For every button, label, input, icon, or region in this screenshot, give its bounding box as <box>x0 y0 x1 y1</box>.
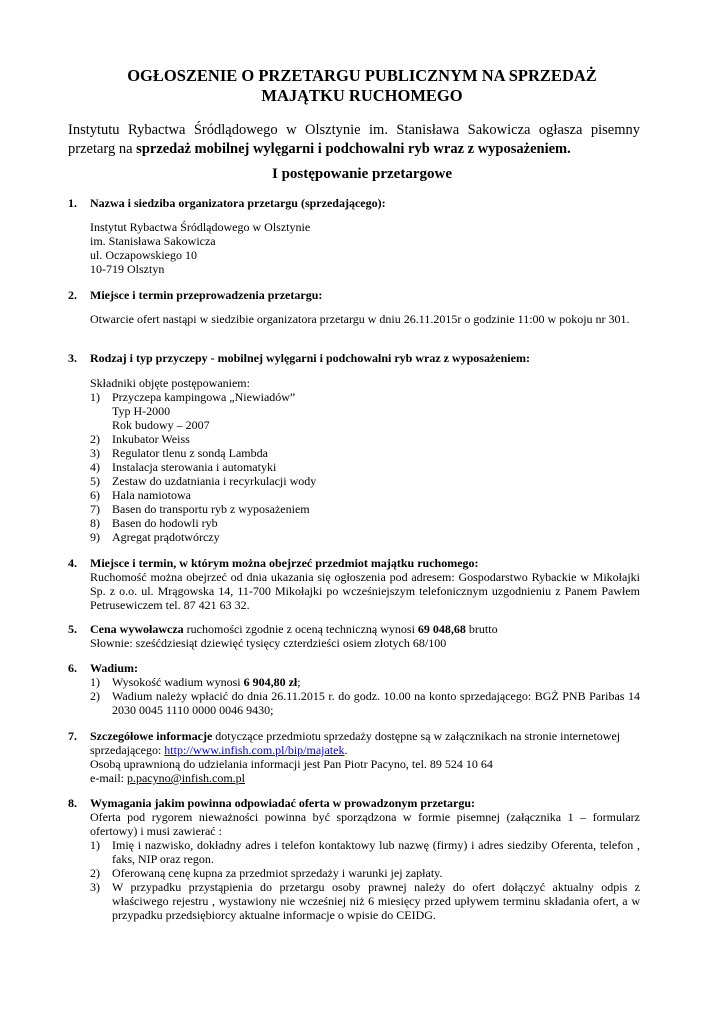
details-label: Szczegółowe informacje <box>90 729 213 743</box>
component-item: Basen do transportu ryb z wyposażeniem <box>112 502 310 516</box>
section-2-text: Otwarcie ofert nastąpi w siedzibie organizatora przetargu w dniu 26.11.2015r o godzinie 11:00 w pokoju nr 301. <box>90 312 630 326</box>
section-8-text: Oferta pod rygorem nieważności powinna być sporządzona w formie pisemnej (załącznika 1 – formularz ofertowy) i musi zawierać : <box>90 810 640 838</box>
component-item-detail: Rok budowy – 2007 <box>112 418 210 432</box>
section-4-number: 4. <box>68 556 77 570</box>
section-5-number: 5. <box>68 622 77 636</box>
component-item: Instalacja sterowania i automatyki <box>112 460 277 474</box>
deposit-amount-text: Wysokość wadium wynosi <box>112 675 244 689</box>
components-intro: Składniki objęte postępowaniem: <box>90 376 250 390</box>
offer-requirement-item: Imię i nazwisko, dokładny adres i telefon kontaktowy lub nazwę (firmy) i adres siedziby Oferenta, telefon , faks, NIP oraz regon. <box>112 838 640 866</box>
section-2-number: 2. <box>68 288 77 302</box>
details-line-1 <box>90 729 620 744</box>
organizer-patron: im. Stanisława Sakowicza <box>90 234 216 248</box>
section-2-heading: Miejsce i termin przeprowadzenia przetargu: <box>90 288 323 302</box>
section-3-number: 3. <box>68 351 77 365</box>
component-item: Basen do hodowli ryb <box>112 516 218 530</box>
component-number: 3) <box>90 446 100 460</box>
price-in-words: Słownie: sześćdziesiąt dziewięć tysięcy czterdzieści osiem złotych 68/100 <box>90 636 447 650</box>
deposit-payment-text: Wadium należy wpłacić do dnia 26.11.2015 r. do godz. 10.00 na konto sprzedającego: BGŻ PNB Paribas 14 2030 0045 1110 0000 0046 9430; <box>112 689 640 717</box>
email-link[interactable]: p.pacyno@infish.com.pl <box>126 771 246 785</box>
component-item: Hala namiotowa <box>112 488 191 502</box>
intro-text: Instytutu Rybactwa Śródlądowego w Olsztynie im. Stanisława Sakowicza ogłasza pisemny przetarg na <box>68 122 640 157</box>
intro-subject: sprzedaż mobilnej wylęgarni i podchowalni ryb wraz z wyposażeniem. <box>136 141 571 157</box>
email-label: e-mail: <box>90 771 127 785</box>
intro-paragraph <box>68 121 640 159</box>
starting-price-text: ruchomości zgodnie z oceną techniczną wynosi <box>183 622 418 636</box>
component-item: Inkubator Weiss <box>112 432 190 446</box>
component-item: Przyczepa kampingowa „Niewiadów” <box>112 390 296 404</box>
details-line-2 <box>90 743 348 758</box>
deposit-amount-value: 6 904,80 zł <box>243 675 298 689</box>
component-item: Agregat prądotwórczy <box>112 530 220 544</box>
starting-price-suffix: brutto <box>465 622 498 636</box>
component-item-detail: Typ H-2000 <box>112 404 171 418</box>
component-number: 1) <box>90 390 100 404</box>
starting-price-label: Cena wywoławcza <box>90 622 184 636</box>
section-6-number: 6. <box>68 661 77 675</box>
offer-requirement-item: W przypadku przystąpienia do przetargu osoby prawnej należy do ofert dołączyć aktualny odpis z właściwego rejestru , wystawiony nie wcześniej niż 6 miesięcy przed upływem terminu składania ofert, a w przypadku przedsiębiorcy aktualne informacje o wpisie do CEIDG. <box>112 880 640 922</box>
document-title-line-1: OGŁOSZENIE O PRZETARGU PUBLICZNYM NA SPRZEDAŻ <box>127 66 597 85</box>
section-4-heading: Miejsce i termin, w którym można obejrzeć przedmiot majątku ruchomego: <box>90 556 479 570</box>
component-number: 6) <box>90 488 100 502</box>
deposit-item-number: 2) <box>90 689 100 703</box>
deposit-item-number: 1) <box>90 675 100 689</box>
section-8-number: 8. <box>68 796 77 810</box>
offer-requirement-number: 3) <box>90 880 100 894</box>
section-4-text: Ruchomość można obejrzeć od dnia ukazania się ogłoszenia pod adresem: Gospodarstwo Rybackie w Mikołajki Sp. z o.o. ul. Mrągowska 14, 11-700 Mikołajki po wcześniejszym telefonicznym uzgodnieniu z Panem Pawłem Petrusewiczem tel. 87 421 63 32. <box>90 570 640 612</box>
section-3-heading: Rodzaj i typ przyczepy - mobilnej wylęgarni i podchowalni ryb wraz z wyposażeniem: <box>90 351 530 365</box>
section-7-number: 7. <box>68 729 77 743</box>
document-title-line-2: MAJĄTKU RUCHOMEGO <box>261 86 463 105</box>
bip-link[interactable]: http://www.infish.com.pl/bip/majatek <box>164 743 345 757</box>
component-number: 2) <box>90 432 100 446</box>
details-text: dotyczące przedmiotu sprzedaży dostępne są w załącznikach na stronie internetowej <box>212 729 621 743</box>
details-dot: . <box>344 743 348 757</box>
offer-requirement-number: 1) <box>90 838 100 852</box>
deposit-amount-punct: ; <box>297 675 301 689</box>
component-item: Regulator tlenu z sondą Lambda <box>112 446 268 460</box>
organizer-city: 10-719 Olsztyn <box>90 262 165 276</box>
component-number: 8) <box>90 516 100 530</box>
component-number: 9) <box>90 530 100 544</box>
organizer-street: ul. Oczapowskiego 10 <box>90 248 197 262</box>
offer-requirement-item: Oferowaną cenę kupna za przedmiot sprzedaży i warunki jej zapłaty. <box>112 866 443 880</box>
component-item: Zestaw do uzdatniania i recyrkulacji wody <box>112 474 317 488</box>
starting-price-line <box>90 622 498 637</box>
section-6-heading: Wadium: <box>90 661 139 675</box>
organizer-name: Instytut Rybactwa Śródlądowego w Olsztynie <box>90 220 311 234</box>
details-seller-label: sprzedającego: <box>90 743 165 757</box>
part-heading: I postępowanie przetargowe <box>272 166 452 182</box>
component-number: 7) <box>90 502 100 516</box>
section-8-heading: Wymagania jakim powinna odpowiadać oferta w prowadzonym przetargu: <box>90 796 476 810</box>
component-number: 4) <box>90 460 100 474</box>
deposit-amount-line <box>112 675 301 690</box>
offer-requirement-number: 2) <box>90 866 100 880</box>
contact-email-line <box>90 771 245 786</box>
section-1-heading: Nazwa i siedziba organizatora przetargu (sprzedającego): <box>90 196 386 210</box>
component-number: 5) <box>90 474 100 488</box>
starting-price-value: 69 048,68 <box>417 622 466 636</box>
section-1-number: 1. <box>68 196 77 210</box>
contact-person: Osobą uprawnioną do udzielania informacji jest Pan Piotr Pacyno, tel. 89 524 10 64 <box>90 757 493 771</box>
